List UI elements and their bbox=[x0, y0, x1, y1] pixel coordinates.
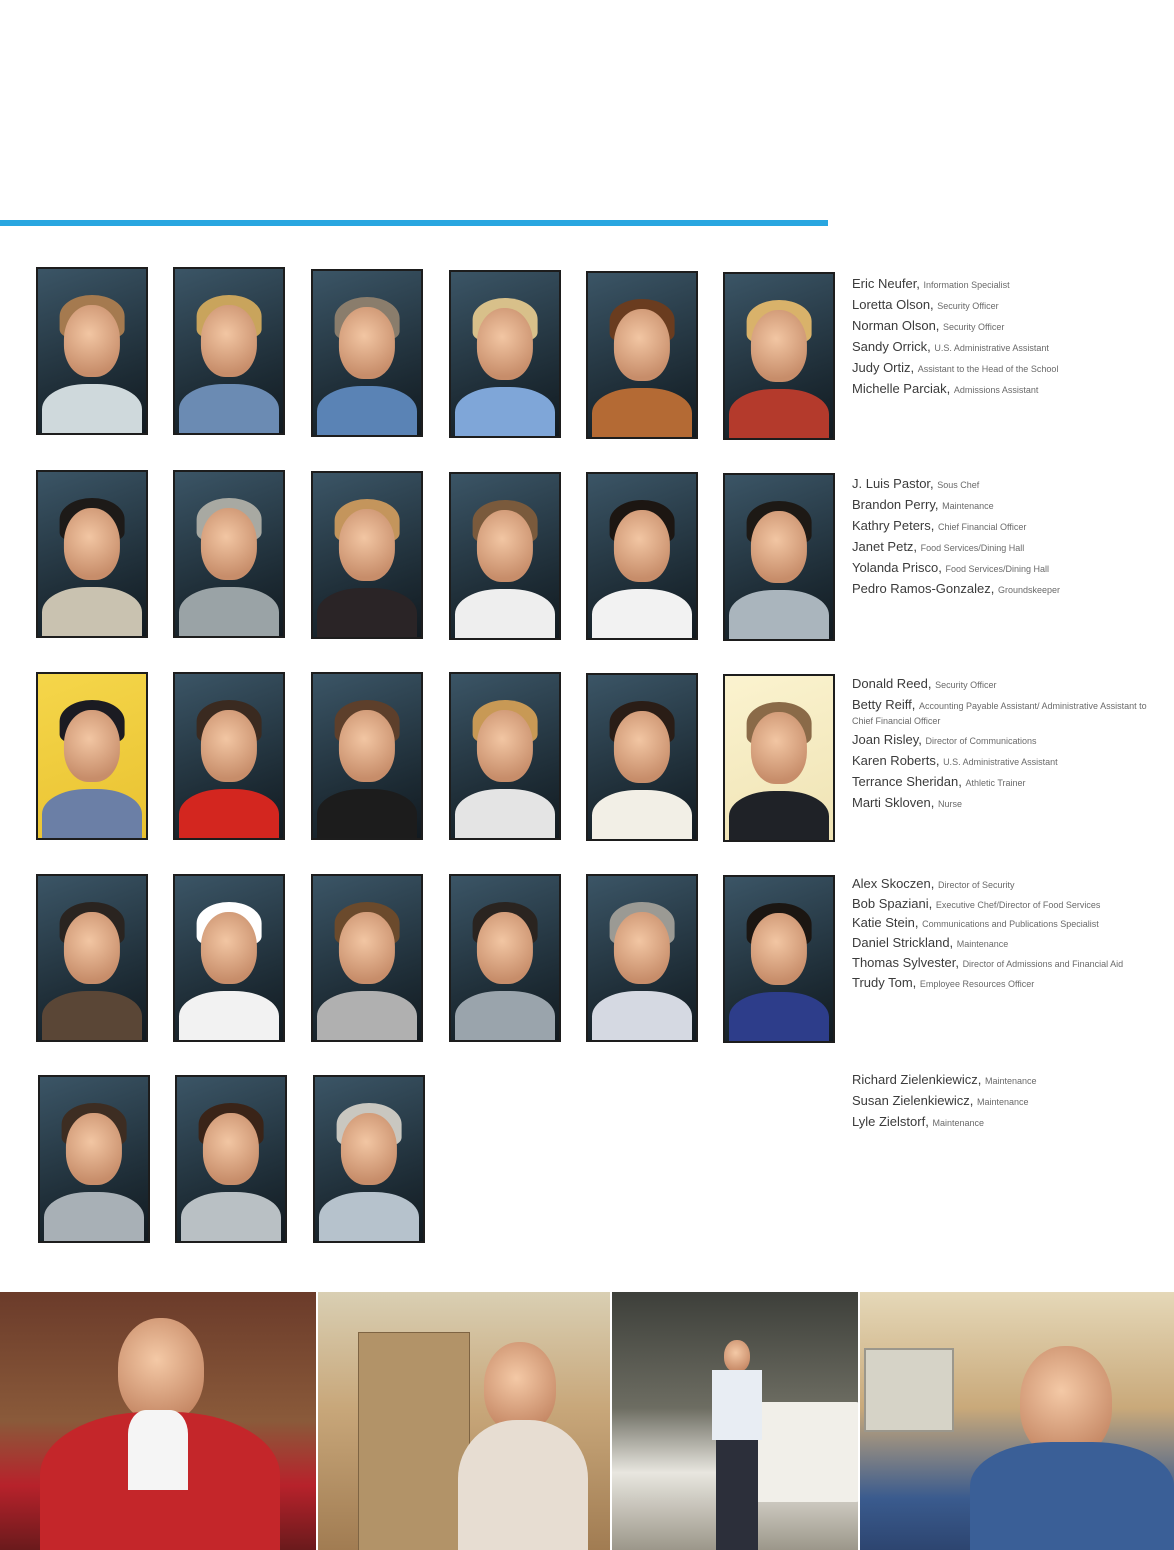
portrait-photo bbox=[36, 470, 148, 638]
staff-title: Athletic Trainer bbox=[965, 778, 1026, 788]
portrait-photo bbox=[586, 673, 698, 841]
staff-entry bbox=[852, 337, 1152, 358]
portrait-photo bbox=[311, 672, 423, 840]
portrait-photo bbox=[173, 470, 285, 638]
staff-entry bbox=[852, 895, 1152, 914]
portrait-photo bbox=[311, 471, 423, 639]
portrait-photo bbox=[173, 267, 285, 435]
staff-name-list-2 bbox=[852, 474, 1152, 600]
staff-entry bbox=[852, 674, 1152, 695]
staff-name: Judy Ortiz, bbox=[852, 360, 915, 375]
portrait-photo bbox=[723, 674, 835, 842]
staff-entry bbox=[852, 1112, 1152, 1133]
staff-name-list-5 bbox=[852, 1070, 1152, 1133]
portrait-photo bbox=[449, 472, 561, 640]
candid-photo-waving-officer bbox=[612, 1292, 858, 1550]
candid-photo-computer-desk bbox=[860, 1292, 1174, 1550]
portrait-photo bbox=[449, 672, 561, 840]
staff-name: Trudy Tom, bbox=[852, 975, 917, 990]
portrait-photo bbox=[36, 267, 148, 435]
staff-name: Donald Reed, bbox=[852, 676, 932, 691]
staff-title: Director of Admissions and Financial Aid bbox=[962, 959, 1124, 969]
staff-title: Director of Communications bbox=[925, 736, 1037, 746]
portrait-photo bbox=[173, 874, 285, 1042]
portrait-photo bbox=[36, 874, 148, 1042]
staff-name: Terrance Sheridan, bbox=[852, 774, 962, 789]
staff-name: Karen Roberts, bbox=[852, 753, 940, 768]
candid-photo-office-desk bbox=[0, 1292, 316, 1550]
portrait-photo bbox=[173, 672, 285, 840]
staff-entry bbox=[852, 274, 1152, 295]
staff-title: Maintenance bbox=[977, 1097, 1029, 1107]
portrait-photo bbox=[313, 1075, 425, 1243]
staff-entry bbox=[852, 537, 1152, 558]
staff-name: Susan Zielenkiewicz, bbox=[852, 1093, 974, 1108]
staff-entry bbox=[852, 1091, 1152, 1112]
staff-name: Lyle Zielstorf, bbox=[852, 1114, 929, 1129]
staff-title: Director of Security bbox=[938, 880, 1015, 890]
staff-name: Eric Neufer, bbox=[852, 276, 920, 291]
staff-title: U.S. Administrative Assistant bbox=[934, 343, 1049, 353]
staff-title: Assistant to the Head of the School bbox=[917, 364, 1059, 374]
staff-entry bbox=[852, 474, 1152, 495]
staff-title: Nurse bbox=[938, 799, 963, 809]
staff-title: Maintenance bbox=[942, 501, 994, 511]
portrait-photo bbox=[38, 1075, 150, 1243]
staff-entry bbox=[852, 379, 1152, 400]
staff-name: Daniel Strickland, bbox=[852, 935, 954, 950]
staff-name: Michelle Parciak, bbox=[852, 381, 951, 396]
staff-name: Sandy Orrick, bbox=[852, 339, 931, 354]
portrait-photo bbox=[586, 472, 698, 640]
staff-name: Bob Spaziani, bbox=[852, 896, 933, 911]
portrait-photo bbox=[586, 874, 698, 1042]
staff-entry bbox=[852, 695, 1152, 730]
staff-name: Kathry Peters, bbox=[852, 518, 935, 533]
staff-title: Accounting Payable Assistant/ Administrative Assistant to Chief Financial Officer bbox=[852, 701, 1147, 726]
staff-title: Maintenance bbox=[932, 1118, 984, 1128]
staff-name: Alex Skoczen, bbox=[852, 876, 935, 891]
staff-name: J. Luis Pastor, bbox=[852, 476, 934, 491]
staff-title: Employee Resources Officer bbox=[919, 979, 1035, 989]
staff-title: Sous Chef bbox=[937, 480, 980, 490]
candid-photo-file-cabinet bbox=[318, 1292, 610, 1550]
staff-name: Richard Zielenkiewicz, bbox=[852, 1072, 982, 1087]
staff-title: Communications and Publications Specialist bbox=[922, 919, 1099, 929]
staff-name: Marti Skloven, bbox=[852, 795, 935, 810]
staff-name: Norman Olson, bbox=[852, 318, 940, 333]
portrait-photo bbox=[449, 874, 561, 1042]
staff-name-list-4 bbox=[852, 874, 1152, 994]
staff-title: Executive Chef/Director of Food Services bbox=[935, 900, 1101, 910]
portrait-photo bbox=[723, 875, 835, 1043]
staff-name: Betty Reiff, bbox=[852, 697, 916, 712]
staff-entry bbox=[852, 579, 1152, 600]
candid-photo-strip bbox=[0, 1292, 1174, 1550]
staff-title: Maintenance bbox=[984, 1076, 1037, 1086]
staff-title: Maintenance bbox=[956, 939, 1009, 949]
staff-title: Chief Financial Officer bbox=[938, 522, 1027, 532]
portrait-photo bbox=[449, 270, 561, 438]
staff-title: U.S. Administrative Assistant bbox=[943, 757, 1058, 767]
staff-title: Security Officer bbox=[937, 301, 999, 311]
staff-entry bbox=[852, 914, 1152, 933]
staff-entry bbox=[852, 1070, 1152, 1091]
staff-entry bbox=[852, 874, 1152, 895]
staff-entry bbox=[852, 772, 1152, 793]
staff-entry bbox=[852, 751, 1152, 772]
staff-title: Information Specialist bbox=[923, 280, 1010, 290]
staff-title: Groundskeeper bbox=[997, 585, 1061, 595]
staff-name: Janet Petz, bbox=[852, 539, 918, 554]
staff-name: Katie Stein, bbox=[852, 915, 919, 930]
staff-name: Yolanda Prisco, bbox=[852, 560, 942, 575]
staff-name: Joan Risley, bbox=[852, 732, 922, 747]
staff-name-list-1 bbox=[852, 274, 1152, 400]
portrait-photo bbox=[36, 672, 148, 840]
staff-entry bbox=[852, 516, 1152, 537]
portrait-photo bbox=[723, 473, 835, 641]
staff-title: Food Services/Dining Hall bbox=[945, 564, 1050, 574]
portrait-photo bbox=[586, 271, 698, 439]
portrait-photo bbox=[175, 1075, 287, 1243]
staff-entry bbox=[852, 933, 1152, 954]
staff-name: Loretta Olson, bbox=[852, 297, 934, 312]
staff-title: Admissions Assistant bbox=[953, 385, 1039, 395]
staff-name: Pedro Ramos-Gonzalez, bbox=[852, 581, 995, 596]
staff-entry bbox=[852, 495, 1152, 516]
staff-title: Food Services/Dining Hall bbox=[920, 543, 1025, 553]
staff-entry bbox=[852, 316, 1152, 337]
staff-entry bbox=[852, 954, 1152, 973]
portrait-photo bbox=[311, 269, 423, 437]
staff-name: Brandon Perry, bbox=[852, 497, 939, 512]
staff-name: Thomas Sylvester, bbox=[852, 955, 959, 970]
staff-entry bbox=[852, 730, 1152, 751]
staff-entry bbox=[852, 973, 1152, 994]
staff-entry bbox=[852, 558, 1152, 579]
staff-title: Security Officer bbox=[943, 322, 1005, 332]
staff-name-list-3 bbox=[852, 674, 1152, 814]
staff-title: Security Officer bbox=[935, 680, 997, 690]
portrait-photo bbox=[311, 874, 423, 1042]
staff-entry bbox=[852, 358, 1152, 379]
portrait-photo bbox=[723, 272, 835, 440]
staff-entry bbox=[852, 295, 1152, 316]
staff-entry bbox=[852, 793, 1152, 814]
